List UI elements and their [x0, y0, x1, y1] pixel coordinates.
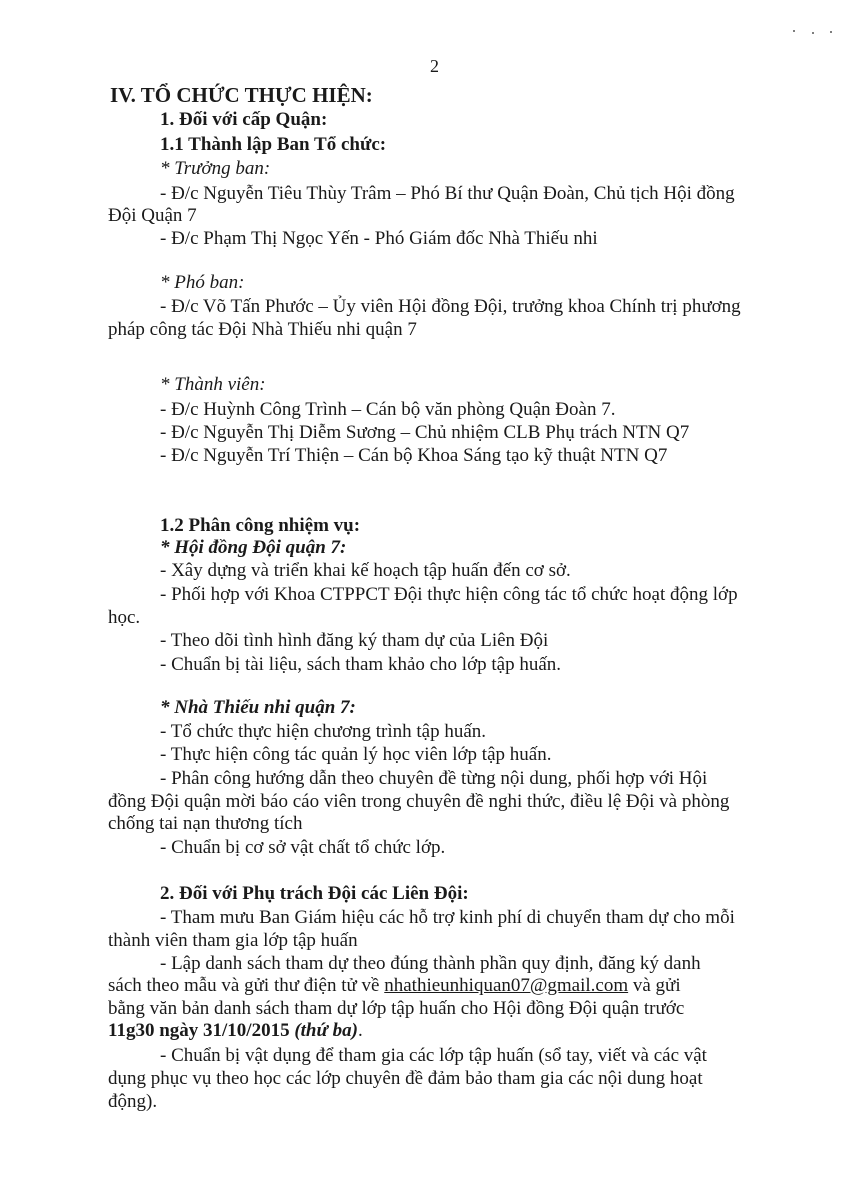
league-task-1-line-1: - Tham mưu Ban Giám hiệu các hỗ trợ kinh phí di chuyển tham dự cho mỗi — [160, 907, 735, 928]
children-house-task-2: - Thực hiện công tác quản lý học viên lớp tập huấn. — [160, 744, 552, 765]
head-member-2: - Đ/c Phạm Thị Ngọc Yến - Phó Giám đốc Nhà Thiếu nhi — [160, 228, 598, 249]
scan-speck — [812, 32, 814, 34]
subsection-organizing-committee-title: 1.1 Thành lập Ban Tổ chức: — [160, 134, 387, 155]
contact-email-link[interactable]: nhathieunhiquan07@gmail.com — [384, 975, 629, 996]
deputy-label: * Phó ban: — [160, 272, 245, 293]
subsection-task-assignment-title: 1.2 Phân công nhiệm vụ: — [160, 515, 361, 536]
council-task-1: - Xây dựng và triển khai kế hoạch tập huấn đến cơ sở. — [160, 560, 571, 581]
deputy-member-line-1: - Đ/c Võ Tấn Phước – Ủy viên Hội đồng Đội, trưởng khoa Chính trị phương — [160, 296, 741, 317]
council-task-4: - Chuẩn bị tài liệu, sách tham khảo cho lớp tập huấn. — [160, 654, 562, 675]
deputy-member-line-2: pháp công tác Đội Nhà Thiếu nhi quận 7 — [108, 319, 417, 340]
page-number: 2 — [430, 56, 439, 76]
league-task-2-tail: và gửi — [628, 975, 681, 996]
league-task-3-line-2: dụng phục vụ theo học các lớp chuyên đề đảm bảo tham gia các nội dung hoạt — [108, 1068, 703, 1089]
scan-speck — [830, 31, 832, 33]
council-task-3: - Theo dõi tình hình đăng ký tham dự của Liên Đội — [160, 630, 549, 651]
children-house-task-1: - Tổ chức thực hiện chương trình tập huấn. — [160, 721, 487, 742]
league-task-1-line-2: thành viên tham gia lớp tập huấn — [108, 930, 358, 951]
member-1: - Đ/c Huỳnh Công Trình – Cán bộ văn phòng Quận Đoàn 7. — [160, 399, 616, 420]
member-3: - Đ/c Nguyễn Trí Thiện – Cán bộ Khoa Sáng tạo kỹ thuật NTN Q7 — [160, 445, 668, 466]
children-house-task-3-line-3: chống tai nạn thương tích — [108, 813, 303, 834]
scan-speck — [793, 30, 795, 32]
head-label: * Trưởng ban: — [160, 158, 271, 179]
member-2: - Đ/c Nguyễn Thị Diễm Sương – Chủ nhiệm CLB Phụ trách NTN Q7 — [160, 422, 690, 443]
league-task-2-line-1: - Lập danh sách tham dự theo đúng thành phần quy định, đăng ký danh — [160, 953, 701, 974]
council-label: * Hội đồng Đội quận 7: — [160, 537, 347, 558]
subsection-district-title: 1. Đối với cấp Quận: — [160, 109, 328, 130]
council-task-2-line-2: học. — [108, 607, 141, 628]
children-house-task-3-line-2: đồng Đội quận mời báo cáo viên trong chuyên đề nghi thức, điều lệ Đội và phòng — [108, 791, 730, 812]
deadline-period: . — [357, 1020, 363, 1041]
league-task-2-line-3: bằng văn bản danh sách tham dự lớp tập huấn cho Hội đồng Đội quận trước — [108, 998, 685, 1019]
deadline-day: (thứ ba) — [294, 1020, 358, 1041]
league-task-2-line-2 — [108, 974, 681, 998]
league-task-3-line-1: - Chuẩn bị vật dụng để tham gia các lớp tập huấn (sổ tay, viết và các vật — [160, 1045, 707, 1066]
head-member-1-line-1: - Đ/c Nguyễn Tiêu Thùy Trâm – Phó Bí thư Quận Đoàn, Chủ tịch Hội đồng — [160, 183, 735, 204]
subsection-league-title: 2. Đối với Phụ trách Đội các Liên Đội: — [160, 883, 469, 904]
children-house-task-4: - Chuẩn bị cơ sở vật chất tổ chức lớp. — [160, 837, 446, 858]
league-task-2-text: sách theo mẫu và gửi thư điện tử về — [108, 975, 385, 996]
children-house-task-3-line-1: - Phân công hướng dẫn theo chuyên đề từng nội dung, phối hợp với Hội — [160, 768, 708, 789]
children-house-label: * Nhà Thiếu nhi quận 7: — [160, 697, 356, 718]
head-member-1-line-2: Đội Quận 7 — [108, 205, 197, 226]
section-heading: IV. TỔ CHỨC THỰC HIỆN: — [110, 83, 373, 107]
council-task-2-line-1: - Phối hợp với Khoa CTPPCT Đội thực hiện công tác tổ chức hoạt động lớp — [160, 584, 738, 605]
league-task-3-line-3: động). — [108, 1091, 158, 1112]
league-task-2-line-4 — [108, 1019, 363, 1043]
deadline-text: 11g30 ngày 31/10/2015 — [108, 1020, 295, 1041]
members-label: * Thành viên: — [160, 374, 266, 395]
